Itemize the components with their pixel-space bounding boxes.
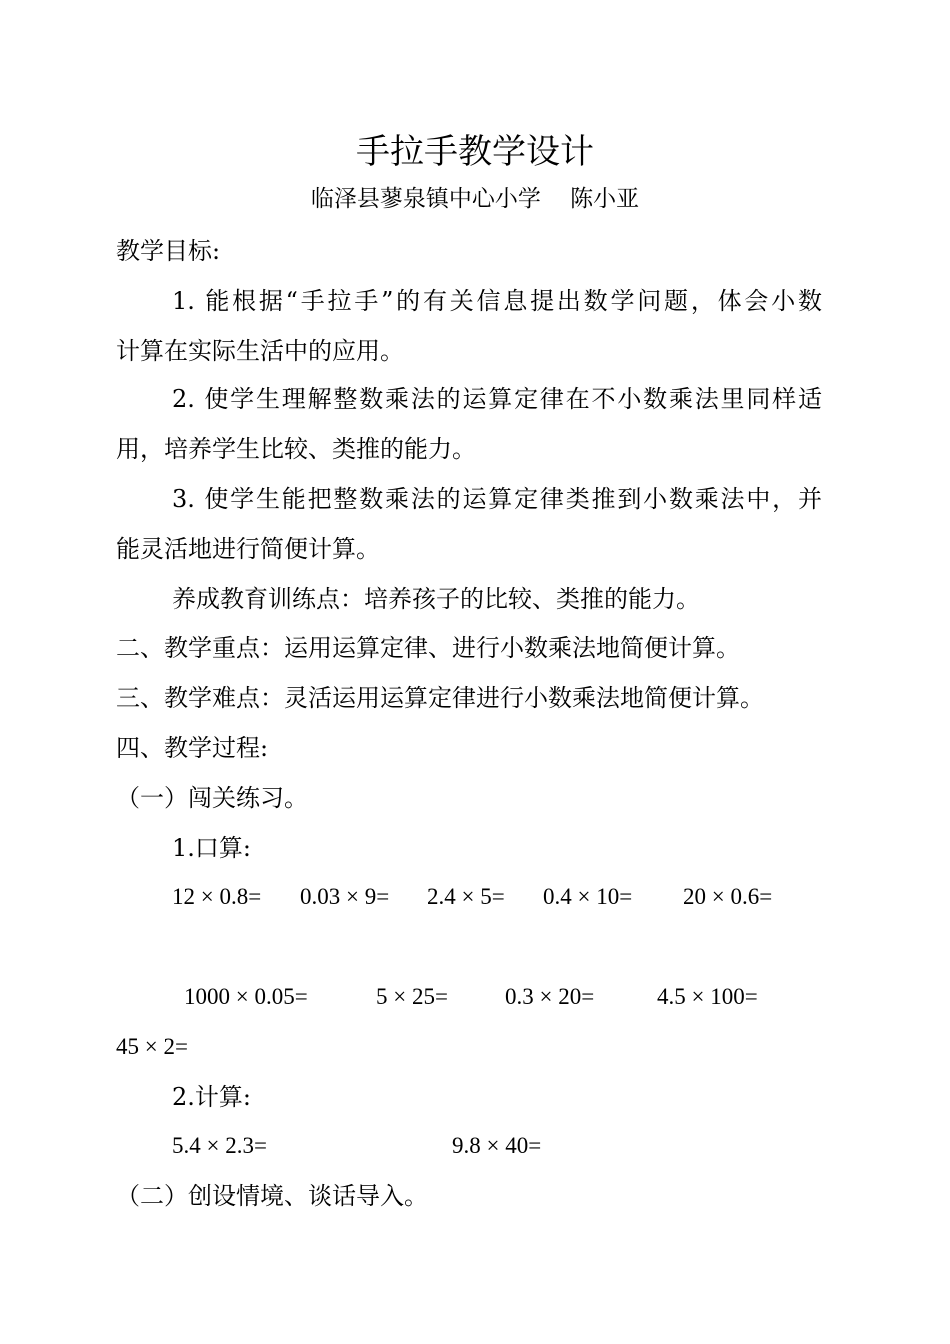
objective-2-line-1: 2. 使学生理解整数乘法的运算定律在不小数乘法里同样适 — [172, 385, 822, 413]
part-2-heading: （二）创设情境、谈话导入。 — [116, 1182, 428, 1210]
objective-1-line-2: 计算在实际生活中的应用。 — [116, 337, 404, 365]
calc-item: 9.8 × 40= — [452, 1133, 542, 1158]
author-line: 临泽县蓼泉镇中心小学 陈小亚 — [310, 186, 640, 212]
oral-item: 12 × 0.8= — [172, 884, 262, 909]
objective-3-line-2: 能灵活地进行简便计算。 — [116, 535, 380, 563]
objective-2-line-2: 用，培养学生比较、类推的能力。 — [116, 435, 476, 463]
oral-item: 0.3 × 20= — [505, 984, 595, 1009]
objective-3-line-1: 3. 使学生能把整数乘法的运算定律类推到小数乘法中，并 — [172, 485, 822, 513]
oral-item: 5 × 25= — [376, 984, 448, 1009]
habit-training-point: 养成教育训练点：培养孩子的比较、类推的能力。 — [172, 585, 700, 613]
calc-item: 5.4 × 2.3= — [172, 1133, 267, 1158]
difficulty-point: 三、教学难点：灵活运用运算定律进行小数乘法地简便计算。 — [116, 684, 764, 712]
objectives-heading: 教学目标: — [116, 237, 221, 265]
objective-1-line-1: 1. 能根据“手拉手”的有关信息提出数学问题，体会小数 — [172, 287, 822, 315]
oral-item: 4.5 × 100= — [657, 984, 758, 1009]
oral-item: 1000 × 0.05= — [184, 984, 308, 1009]
oral-item: 20 × 0.6= — [683, 884, 773, 909]
oral-item: 2.4 × 5= — [427, 884, 505, 909]
part-1-heading: （一）闯关练习。 — [116, 784, 308, 812]
oral-calc-heading: 1.口算: — [172, 834, 251, 862]
calc-heading: 2.计算: — [172, 1083, 251, 1111]
document-title: 手拉手教学设计 — [356, 132, 594, 172]
oral-item: 0.4 × 10= — [543, 884, 633, 909]
oral-item: 45 × 2= — [116, 1034, 188, 1059]
key-point: 二、教学重点：运用运算定律、进行小数乘法地简便计算。 — [116, 634, 740, 662]
oral-item: 0.03 × 9= — [300, 884, 390, 909]
process-heading: 四、教学过程: — [116, 734, 269, 762]
